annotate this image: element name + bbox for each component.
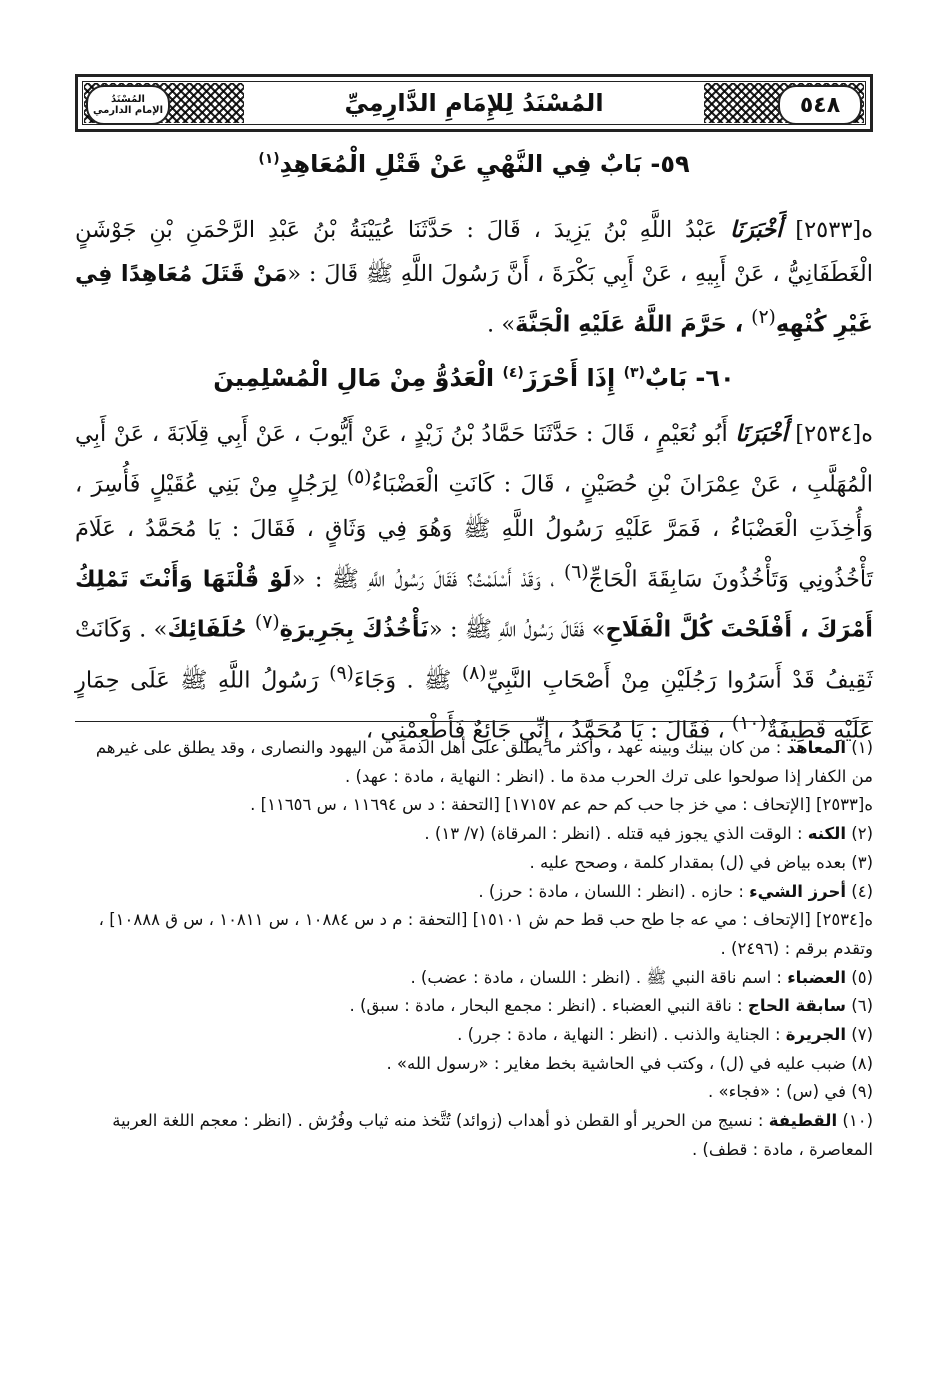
hadith-2534-text-8: ، فَقَالَ : يَا مُحَمَّدُ ، إِنِّي جَائِعٌ فَأَطْعِمْنِي ، bbox=[365, 717, 732, 744]
footnote-divider bbox=[75, 721, 873, 722]
footnote-4-term: أحرز الشيء bbox=[749, 881, 846, 901]
footnote-1 bbox=[75, 734, 873, 791]
footnote-ref-4: (٤) bbox=[502, 365, 524, 381]
hadith-2533-quote-2: ، حَرَّمَ اللَّهُ عَلَيْهِ الْجَنَّةَ bbox=[515, 311, 752, 338]
footnote-6-term: سابقة الحاج bbox=[747, 996, 846, 1016]
footnote-5-text: : اسم ناقة النبي ﷺ . (انظر : اللسان ، مادة : عضب) . bbox=[410, 967, 788, 987]
footnote-ref-3: (٣) bbox=[623, 365, 645, 381]
seal-medallion bbox=[86, 85, 170, 125]
hadith-2534-text-4: » فَقَالَ رَسُولُ اللَّهِ ﷺ : « bbox=[428, 616, 606, 643]
footnote-4-text: : حازه . (انظر : اللسان ، مادة : حرز) . bbox=[478, 881, 750, 901]
hadith-2534-quote-3: حُلَفَائِكَ bbox=[167, 616, 255, 643]
footnote-ref-8: (٨) bbox=[461, 662, 487, 684]
hadith-2534-text-1: أَبُو نُعَيْمٍ ، قَالَ : حَدَّثَنَا حَمَّادُ بْنُ زَيْدٍ ، عَنْ أَيُّوبَ ، عَنْ أَبِي قِلَابَةَ ، عَنْ أَبِي الْمُهَلَّبِ ، عَنْ عِمْرَانَ بْنِ حُصَيْنٍ ، قَالَ : كَانَتِ الْعَضْبَاءُ bbox=[75, 421, 873, 498]
footnote-7 bbox=[75, 1021, 873, 1050]
footnote-ref-2: (٢) bbox=[751, 307, 776, 328]
hadith-2534-number: ه[٢٥٣٤] bbox=[795, 421, 873, 447]
footnote-6-num: (٦) bbox=[846, 996, 873, 1016]
hadith-2533-quote-1: مَنْ قَتَلَ مُعَاهِدًا فِي غَيْرِ كُنْهِهِ bbox=[75, 261, 873, 338]
footnote-2-num: (٢) bbox=[846, 824, 873, 844]
hadith-2534-lead: أَخْبَرَنَا bbox=[735, 421, 788, 447]
chapter-60-part-2: إِذَا أَحْرَزَ bbox=[523, 364, 624, 392]
hadith-2534-text-5: » . وَكَانَتْ ثَقِيفُ قَدْ أَسَرُوا رَجُلَيْنِ مِنْ أَصْحَابِ النَّبِيِّ bbox=[75, 616, 874, 693]
footnote-ref-7: (٧) bbox=[254, 612, 280, 633]
hadith-2533-number: ه[٢٥٣٣] bbox=[795, 217, 873, 243]
footnote-4 bbox=[75, 878, 873, 907]
footnote-2-text: : الوقت الذي يجوز فيه قتله . (انظر : المرقاة) (٧/ ١٣) . bbox=[424, 824, 808, 844]
footnote-5-term: العضباء bbox=[787, 967, 846, 987]
page-header bbox=[75, 74, 873, 132]
seal-text bbox=[93, 94, 163, 116]
chapter-60-part-3: الْعَدُوُّ مِنْ مَالِ الْمُسْلِمِينَ bbox=[213, 364, 503, 392]
footnote-ref-1: (١) bbox=[258, 151, 280, 167]
hadith-2534-text-3: ، وَقَدْ أَسْلَمْتُ؟ فَقَالَ رَسُولُ اللَّهِ ﷺ : « bbox=[291, 566, 564, 592]
footnote-8: (٨) ضبب عليه في (ل) ، وكتب في الحاشية بخط مغاير : «رسول الله» . bbox=[386, 1053, 873, 1073]
footnote-7-num: (٧) bbox=[846, 1025, 873, 1045]
seal-line-2: الإمام الدارمي bbox=[92, 105, 164, 116]
hadith-2534-quote-2: نَأْخُذُكَ بِجَرِيرَةِ bbox=[279, 616, 429, 643]
footnote-5-num: (٥) bbox=[846, 967, 873, 987]
footnote-4-num: (٤) bbox=[846, 881, 873, 901]
hadith-2533-end: » . bbox=[487, 311, 516, 338]
seal-line-1: المُسْنَدُ bbox=[111, 94, 145, 105]
hadith-2533-lead: أَخْبَرَنَا bbox=[729, 217, 783, 243]
footnote-1-num: (١) bbox=[846, 738, 873, 757]
hadith-2534-text-7: رَسُولُ اللَّهِ ﷺ عَلَى حِمَارٍ عَلَيْهِ قَطِيفَةٌ bbox=[75, 667, 873, 744]
footnote-2-term: الكنه bbox=[807, 824, 846, 844]
footnote-ref-6: (٦) bbox=[563, 561, 589, 583]
page-number-medallion bbox=[778, 85, 862, 125]
takhrij-2534: ه[٢٥٣٤] [الإتحاف : مي عه جا طح حب قط حم ش ١٥١٠١] [التحفة : م د س ١٠٨٨٤ ، س ١٠٨١١ ، س ق ١٠٨٨٨] ، وتقدم برقم : (٢٤٩٦) . bbox=[98, 910, 873, 958]
footnotes bbox=[75, 734, 873, 1165]
footnote-ref-5: (٥) bbox=[346, 467, 372, 488]
running-title: المُسْنَدُ لِلإِمَامِ الدَّارِمِيِّ bbox=[304, 87, 643, 119]
hadith-2534-text-6: ﷺ . وَجَاءَ bbox=[353, 667, 462, 693]
chapter-60-part-1: ٦٠- بَابٌ bbox=[644, 364, 735, 392]
footnote-10-num: (١٠) bbox=[837, 1111, 873, 1131]
footnote-7-text: : الجناية والذنب . (انظر : النهاية ، مادة : جرر) . bbox=[457, 1025, 786, 1045]
chapter-60-heading bbox=[75, 364, 873, 392]
hadith-2534-text-2: لِرَجُلٍ مِنْ بَنِي عُقَيْلٍ فَأُسِرَ ، وَأُخِذَتِ الْعَضْبَاءُ ، فَمَرَّ عَلَيْهِ رَسُولُ اللَّهِ ﷺ وَهُوَ فِي وَثَاقٍ ، فَقَالَ : يَا مُحَمَّدُ ، عَلَامَ تَأْخُذُونِي وَتَأْخُذُونَ سَابِقَةَ الْحَاجِّ bbox=[75, 471, 873, 592]
footnote-3: (٣) بعده بياض في (ل) بمقدار كلمة ، وصحح عليه . bbox=[529, 852, 873, 872]
hadith-2533 bbox=[75, 208, 873, 347]
footnote-6 bbox=[75, 992, 873, 1021]
hadith-2534-quote-1: لَوْ قُلْتَهَا وَأَنْتَ تَمْلِكُ أَمْرَكَ ، أَفْلَحْتَ كُلَّ الْفَلَاحِ bbox=[75, 566, 874, 643]
footnote-ref-10: (١٠) bbox=[731, 713, 767, 734]
footnote-7-term: الجريرة bbox=[785, 1025, 846, 1045]
footnote-5 bbox=[75, 964, 873, 993]
hadith-2534 bbox=[75, 412, 873, 753]
footnote-ref-9: (٩) bbox=[329, 662, 354, 684]
footnote-1-term: المعاهد bbox=[786, 738, 846, 757]
footnote-10 bbox=[75, 1107, 873, 1164]
hadith-2533-chain: عَبْدُ اللَّهِ بْنُ يَزِيدَ ، قَالَ : حَدَّثَنَا عُيَيْنَةُ بْنُ عَبْدِ الرَّحْمَنِ بْنِ جَوْشَنٍ الْغَطَفَانِيُّ ، عَنْ أَبِيهِ ، عَنْ أَبِي بَكْرَةَ ، أَنَّ رَسُولَ اللَّهِ ﷺ قَالَ : « bbox=[75, 217, 873, 287]
page-number: ٥٤٨ bbox=[799, 92, 841, 118]
takhrij-2533: ه[٢٥٣٣] [الإتحاف : مي خز جا حب كم حم عم ١٧١٥٧] [التحفة : د س ١١٦٩٤ ، س ١١٦٥٦] . bbox=[250, 795, 873, 815]
footnote-1-text: : من كان بينك وبينه عهد ، وأكثر ما يطلق على أهل الذمة من اليهود والنصارى ، وقد يطلق على غيرهم من الكفار إذا صولحوا على ترك الحرب مدة ما . (انظر : النهاية ، مادة : عهد) . bbox=[95, 738, 873, 786]
footnote-2 bbox=[75, 820, 873, 849]
footnote-6-text: : ناقة النبي العضباء . (انظر : مجمع البحار ، مادة : سبق) . bbox=[349, 996, 748, 1016]
chapter-59-title: ٥٩- بَابٌ فِي النَّهْيِ عَنْ قَتْلِ الْمُعَاهِدِ bbox=[279, 150, 690, 178]
chapter-59-heading bbox=[75, 150, 873, 178]
footnote-9: (٩) في (س) : «فجاء» . bbox=[708, 1082, 873, 1102]
footnote-10-text: : نسيج من الحرير أو القطن ذو أهداب (زوائد) تُتَّخذ منه ثياب وفُرُش . (انظر : معجم اللغة العربية المعاصرة ، مادة : قطف) . bbox=[112, 1111, 873, 1159]
footnote-10-term: القطيفة bbox=[768, 1111, 838, 1131]
